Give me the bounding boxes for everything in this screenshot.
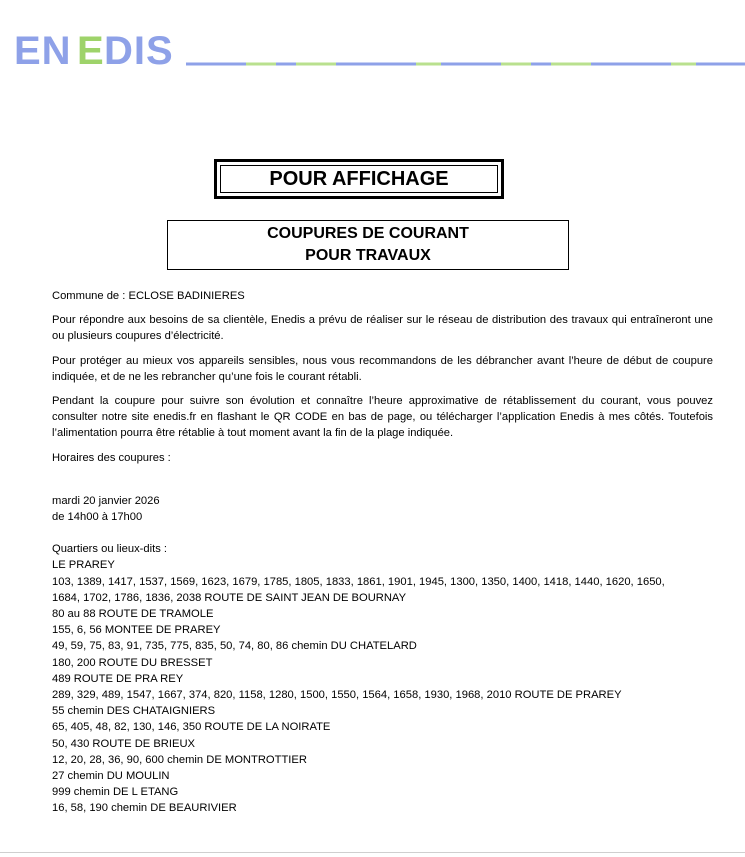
location-item: 65, 405, 48, 82, 130, 146, 350 ROUTE DE LA NOIRATE xyxy=(52,721,331,734)
paragraph-1: Pour répondre aux besoins de sa clientèle, Enedis a prévu de réaliser sur le réseau de distribution des travaux qui entraîneront une ou plusieurs coupures d’électricité. xyxy=(52,314,713,343)
schedule-heading: Horaires des coupures : xyxy=(52,451,171,464)
paragraph-2: Pour protéger au mieux vos appareils sensibles, nous vous recommandons de les débrancher avant l’heure de début de coupure indiquée, et de ne les rebrancher qu’une fois le courant rétabli. xyxy=(52,354,713,383)
subtitle-line-1: COUPURES DE COURANT xyxy=(267,225,469,242)
locations-list xyxy=(52,557,713,816)
outage-time-range: de 14h00 à 17h00 xyxy=(52,511,143,524)
location-item: 80 au 88 ROUTE DE TRAMOLE xyxy=(52,608,214,621)
title-box xyxy=(214,159,504,199)
location-item: 289, 329, 489, 1547, 1667, 374, 820, 1158, 1280, 1500, 1550, 1564, 1658, 1930, 1968, 2010 ROUTE DE PRAREY xyxy=(52,689,622,702)
title-label: POUR AFFICHAGE xyxy=(220,165,498,193)
location-item: 103, 1389, 1417, 1537, 1569, 1623, 1679, 1785, 1805, 1833, 1861, 1901, 1945, 1300, 1350, 1400, 1418, 1440, 1620, 1650, xyxy=(52,575,665,588)
location-item: 12, 20, 28, 36, 90, 600 chemin DE MONTROTTIER xyxy=(52,753,307,766)
enedis-logo xyxy=(14,28,184,70)
enedis-logo-icon xyxy=(14,28,184,70)
subtitle-line-2: POUR TRAVAUX xyxy=(305,247,431,264)
location-item: 999 chemin DE L ETANG xyxy=(52,786,179,799)
paragraph-3: Pendant la coupure pour suivre son évolution et connaître l’heure approximative de rétablissement du courant, vous pouvez consulter notre site enedis.fr en flashant le QR CODE en bas de page, ou télécharger l’application Enedis à mes côtés. Toutefois l’alimentation pourra être rétablie à tout moment avant la fin de la plage indiquée. xyxy=(52,395,713,440)
location-item: 1684, 1702, 1786, 1836, 2038 ROUTE DE SAINT JEAN DE BOURNAY xyxy=(52,591,407,604)
svg-text:DIS: DIS xyxy=(104,29,174,70)
location-item: 155, 6, 56 MONTEE DE PRAREY xyxy=(52,624,221,637)
outage-date: mardi 20 janvier 2026 xyxy=(52,494,160,507)
location-item: 27 chemin DU MOULIN xyxy=(52,770,170,783)
svg-text:EN: EN xyxy=(14,29,72,70)
location-item: 16, 58, 190 chemin DE BEAURIVIER xyxy=(52,802,237,815)
locations-heading: Quartiers ou lieux-dits : xyxy=(52,543,168,556)
header-rule xyxy=(186,62,745,66)
location-item: 180, 200 ROUTE DU BRESSET xyxy=(52,656,213,669)
svg-text:E: E xyxy=(77,29,104,70)
page-bottom-rule xyxy=(0,852,745,853)
location-item: 49, 59, 75, 83, 91, 735, 775, 835, 50, 74, 80, 86 chemin DU CHATELARD xyxy=(52,640,417,653)
notice-body xyxy=(52,288,713,817)
location-item: 55 chemin DES CHATAIGNIERS xyxy=(52,705,216,718)
location-item: 50, 430 ROUTE DE BRIEUX xyxy=(52,737,196,750)
commune-line: Commune de : ECLOSE BADINIERES xyxy=(52,290,245,302)
location-item: LE PRAREY xyxy=(52,559,115,572)
subtitle-box xyxy=(167,220,569,270)
location-item: 489 ROUTE DE PRA REY xyxy=(52,672,184,685)
